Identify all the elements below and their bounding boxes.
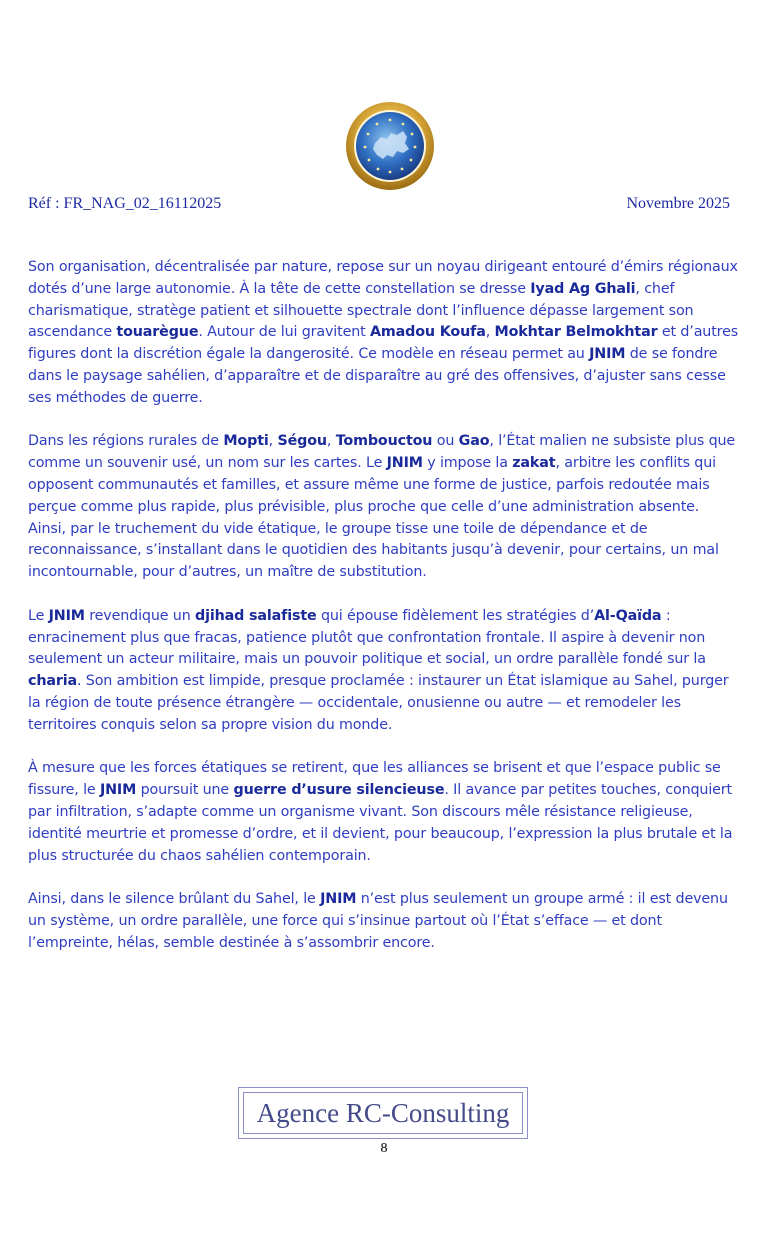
paragraph-text: n’est plus seulement un groupe armé : il est devenu un système, un ordre parallèle, une force qui s’insinue partout où l’État s’efface — et dont l’empreinte, hélas, semble destinée à s’assombrir encore. bbox=[28, 891, 728, 951]
body-paragraph bbox=[28, 758, 740, 867]
highlighted-term: Mokhtar Belmokhtar bbox=[494, 324, 658, 341]
reference-code: Réf : FR_NAG_02_16112025 bbox=[28, 195, 222, 212]
highlighted-term: Al-Qaïda bbox=[594, 607, 662, 624]
paragraph-text: et d’autres figures dont la discrétion égale la dangerosité. Ce modèle en réseau permet au bbox=[28, 324, 739, 363]
agency-footer-frame bbox=[238, 1087, 528, 1139]
agency-name: Agence RC-Consulting bbox=[243, 1092, 523, 1134]
highlighted-term: Tombouctou bbox=[335, 433, 433, 450]
document-date: Novembre 2025 bbox=[626, 195, 730, 212]
paragraph-text: , bbox=[326, 433, 336, 450]
paragraph-text: . Son ambition est limpide, presque proclamée : instaurer un État islamique au Sahel, purger la région de toute présence étrangère — occidentale, onusienne ou autre — et remodeler les territoires conquis selon sa propre vision du monde. bbox=[28, 673, 729, 733]
highlighted-term: Iyad Ag Ghali bbox=[530, 280, 636, 297]
highlighted-term: Mopti bbox=[223, 433, 269, 450]
highlighted-term: Gao bbox=[458, 433, 490, 450]
paragraph-text: Ainsi, dans le silence brûlant du Sahel, le bbox=[28, 891, 321, 908]
highlighted-term: JNIM bbox=[589, 346, 626, 363]
paragraph-text: y impose la bbox=[422, 455, 513, 472]
body-paragraph bbox=[28, 889, 740, 954]
paragraph-text: À mesure que les forces étatiques se retirent, que les alliances se brisent et que l’espace public se fissure, le bbox=[28, 760, 721, 799]
highlighted-term: JNIM bbox=[386, 455, 423, 472]
paragraph-text: , arbitre les conflits qui opposent communautés et familles, et assure même une forme de justice, parfois redoutée mais perçue comme plus rapide, plus prévisible, plus proche que celle d’une administration absente. Ainsi, par le truchement du vide étatique, le groupe tisse une toile de dépendance et de reconnaissance, s’installant dans le quotidien des habitants jusqu’à devenir, pour certains, un mal incontournable, pour d’autres, un maître de substitution. bbox=[28, 455, 719, 581]
paragraph-text: revendique un bbox=[84, 607, 196, 624]
paragraph-text: , bbox=[268, 433, 278, 450]
highlighted-term: djihad salafiste bbox=[195, 607, 317, 624]
paragraph-text: Le bbox=[28, 607, 49, 624]
highlighted-term: JNIM bbox=[48, 607, 85, 624]
body-paragraph bbox=[28, 431, 740, 584]
paragraph-text: , bbox=[485, 324, 495, 341]
document-header bbox=[28, 195, 730, 213]
paragraph-text: . Il avance par petites touches, conquiert par infiltration, s’adapte comme un organisme vivant. Son discours mêle résistance religieuse, identité meurtrie et promesse d’ordre, et il devient, pour beaucoup, l’expression la plus brutale et la plus structurée du chaos sahélien contemporain. bbox=[28, 782, 733, 864]
paragraph-text: . Autour de lui gravitent bbox=[198, 324, 370, 341]
paragraph-text: : enracinement plus que fracas, patience plutôt que confrontation frontale. Il aspire à devenir non seulement un acteur militaire, mais un pouvoir politique et social, un ordre parallèle fondé sur la bbox=[28, 607, 706, 668]
highlighted-term: zakat bbox=[512, 455, 556, 472]
paragraph-text: ou bbox=[432, 433, 459, 450]
body-paragraph bbox=[28, 257, 740, 410]
paragraph-text: qui épouse fidèlement les stratégies d’ bbox=[316, 607, 595, 624]
highlighted-term: Amadou Koufa bbox=[369, 324, 486, 341]
highlighted-term: JNIM bbox=[99, 782, 137, 799]
paragraph-text: de se fondre dans le paysage sahélien, d’apparaître et de disparaître au gré des offensives, d’ajuster sans cesse ses méthodes de guerre. bbox=[28, 346, 726, 406]
body-paragraph bbox=[28, 606, 740, 737]
highlighted-term: guerre d’usure silencieuse bbox=[233, 782, 445, 799]
paragraph-text: , l’État malien ne subsiste plus que comme un souvenir usé, un nom sur les cartes. Le bbox=[28, 433, 736, 472]
document-body bbox=[28, 257, 740, 976]
page-number: 8 bbox=[380, 1141, 388, 1156]
paragraph-text: Dans les régions rurales de bbox=[28, 433, 224, 450]
highlighted-term: charia bbox=[28, 673, 77, 690]
paragraph-text: , chef charismatique, stratège patient et silhouette spectrale dont l’influence dépasse largement son ascendance bbox=[28, 280, 694, 341]
highlighted-term: touarègue bbox=[116, 324, 199, 341]
organization-logo-icon bbox=[345, 101, 435, 191]
highlighted-term: JNIM bbox=[320, 891, 357, 908]
paragraph-text: Son organisation, décentralisée par nature, repose sur un noyau dirigeant entouré d’émirs régionaux dotés d’une large autonomie. À la tête de cette constellation se dresse bbox=[28, 259, 738, 297]
paragraph-text: poursuit une bbox=[136, 782, 234, 799]
highlighted-term: Ségou bbox=[277, 433, 327, 450]
